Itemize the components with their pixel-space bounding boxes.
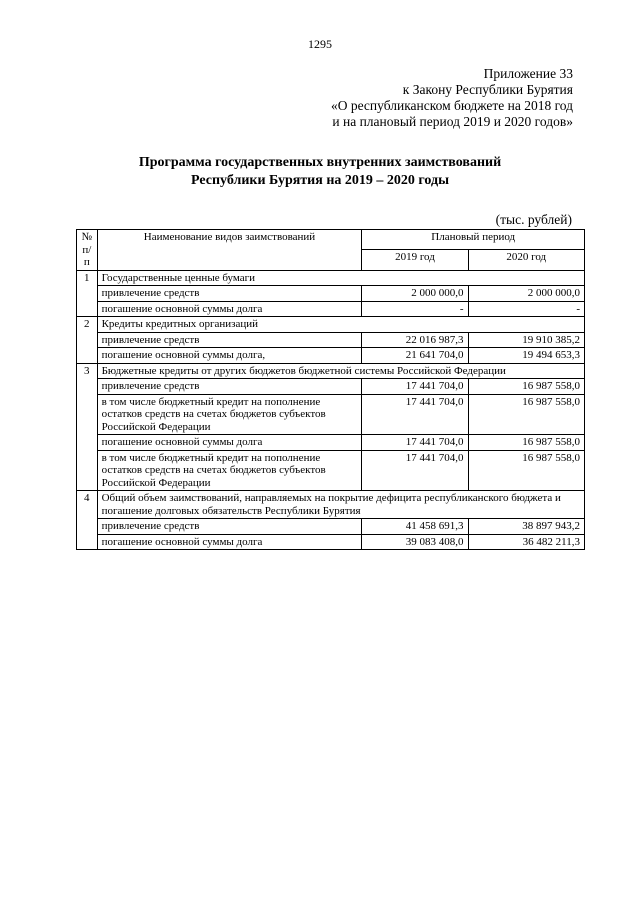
section-row — [77, 317, 585, 333]
value-2019: 17 441 704,0 — [362, 435, 468, 451]
value-2019: 22 016 987,3 — [362, 332, 468, 348]
header-number-line1: № — [81, 231, 93, 243]
row-label: погашение основной суммы долга — [97, 301, 362, 317]
table-header — [77, 230, 585, 271]
document-title — [0, 154, 640, 190]
row-label: погашение основной суммы долга — [97, 435, 362, 451]
borrowing-table — [76, 229, 585, 550]
appendix-line: к Закону Республики Бурятия — [402, 82, 573, 97]
row-label: в том числе бюджетный кредит на пополнение остатков средств на счетах бюджетов субъектов Российской Федерации — [97, 450, 362, 491]
value-2020: 2 000 000,0 — [468, 286, 584, 302]
value-2020: 16 987 558,0 — [468, 435, 584, 451]
value-2020: - — [468, 301, 584, 317]
row-label: погашение основной суммы долга — [97, 534, 362, 550]
value-2020: 19 910 385,2 — [468, 332, 584, 348]
table-row — [77, 332, 585, 348]
value-2020: 16 987 558,0 — [468, 394, 584, 435]
page-number: 1295 — [308, 37, 332, 51]
section-number: 1 — [77, 270, 98, 317]
value-2019: - — [362, 301, 468, 317]
table-body — [77, 270, 585, 550]
value-2019: 17 441 704,0 — [362, 394, 468, 435]
row-label: привлечение средств — [97, 379, 362, 395]
value-2019: 41 458 691,3 — [362, 519, 468, 535]
value-2020: 16 987 558,0 — [468, 450, 584, 491]
value-2020: 19 494 653,3 — [468, 348, 584, 364]
value-2019: 2 000 000,0 — [362, 286, 468, 302]
title-line: Республики Бурятия на 2019 – 2020 годы — [190, 173, 450, 188]
row-label: привлечение средств — [97, 332, 362, 348]
table-row — [77, 379, 585, 395]
row-label: привлечение средств — [97, 519, 362, 535]
section-title: Общий объем заимствований, направляемых на покрытие дефицита республиканского бюджета и погашение долговых обязательств Республики Бурятия — [97, 491, 584, 519]
row-label: привлечение средств — [97, 286, 362, 302]
section-number: 3 — [77, 363, 98, 491]
value-2019: 21 641 704,0 — [362, 348, 468, 364]
header-number-line2: п/п — [82, 243, 92, 268]
appendix-line: и на плановый период 2019 и 2020 годов» — [332, 114, 573, 129]
value-2019: 39 083 408,0 — [362, 534, 468, 550]
section-number: 2 — [77, 317, 98, 364]
table-row — [77, 286, 585, 302]
section-row — [77, 270, 585, 286]
unit-note: (тыс. рублей) — [495, 212, 572, 227]
header-period: Плановый период — [362, 230, 585, 250]
row-label: погашение основной суммы долга, — [97, 348, 362, 364]
header-number — [77, 230, 98, 271]
table-row — [77, 435, 585, 451]
appendix-line: Приложение 33 — [483, 66, 573, 81]
row-label: в том числе бюджетный кредит на пополнение остатков средств на счетах бюджетов субъектов Российской Федерации — [97, 394, 362, 435]
section-row — [77, 363, 585, 379]
header-name: Наименование видов заимствований — [97, 230, 362, 271]
value-2020: 36 482 211,3 — [468, 534, 584, 550]
value-2020: 16 987 558,0 — [468, 379, 584, 395]
section-title: Государственные ценные бумаги — [97, 270, 584, 286]
table-row — [77, 534, 585, 550]
title-line: Программа государственных внутренних заимствований — [138, 155, 502, 170]
section-title: Кредиты кредитных организаций — [97, 317, 584, 333]
header-year-2019: 2019 год — [362, 250, 468, 270]
table-row — [77, 301, 585, 317]
appendix-note — [331, 66, 573, 130]
section-title: Бюджетные кредиты от других бюджетов бюджетной системы Российской Федерации — [97, 363, 584, 379]
header-year-2020: 2020 год — [468, 250, 584, 270]
section-number: 4 — [77, 491, 98, 550]
value-2019: 17 441 704,0 — [362, 379, 468, 395]
value-2020: 38 897 943,2 — [468, 519, 584, 535]
appendix-line: «О республиканском бюджете на 2018 год — [330, 98, 573, 113]
table-row — [77, 450, 585, 491]
section-row — [77, 491, 585, 519]
value-2019: 17 441 704,0 — [362, 450, 468, 491]
table-row — [77, 394, 585, 435]
table-row — [77, 348, 585, 364]
table-row — [77, 519, 585, 535]
